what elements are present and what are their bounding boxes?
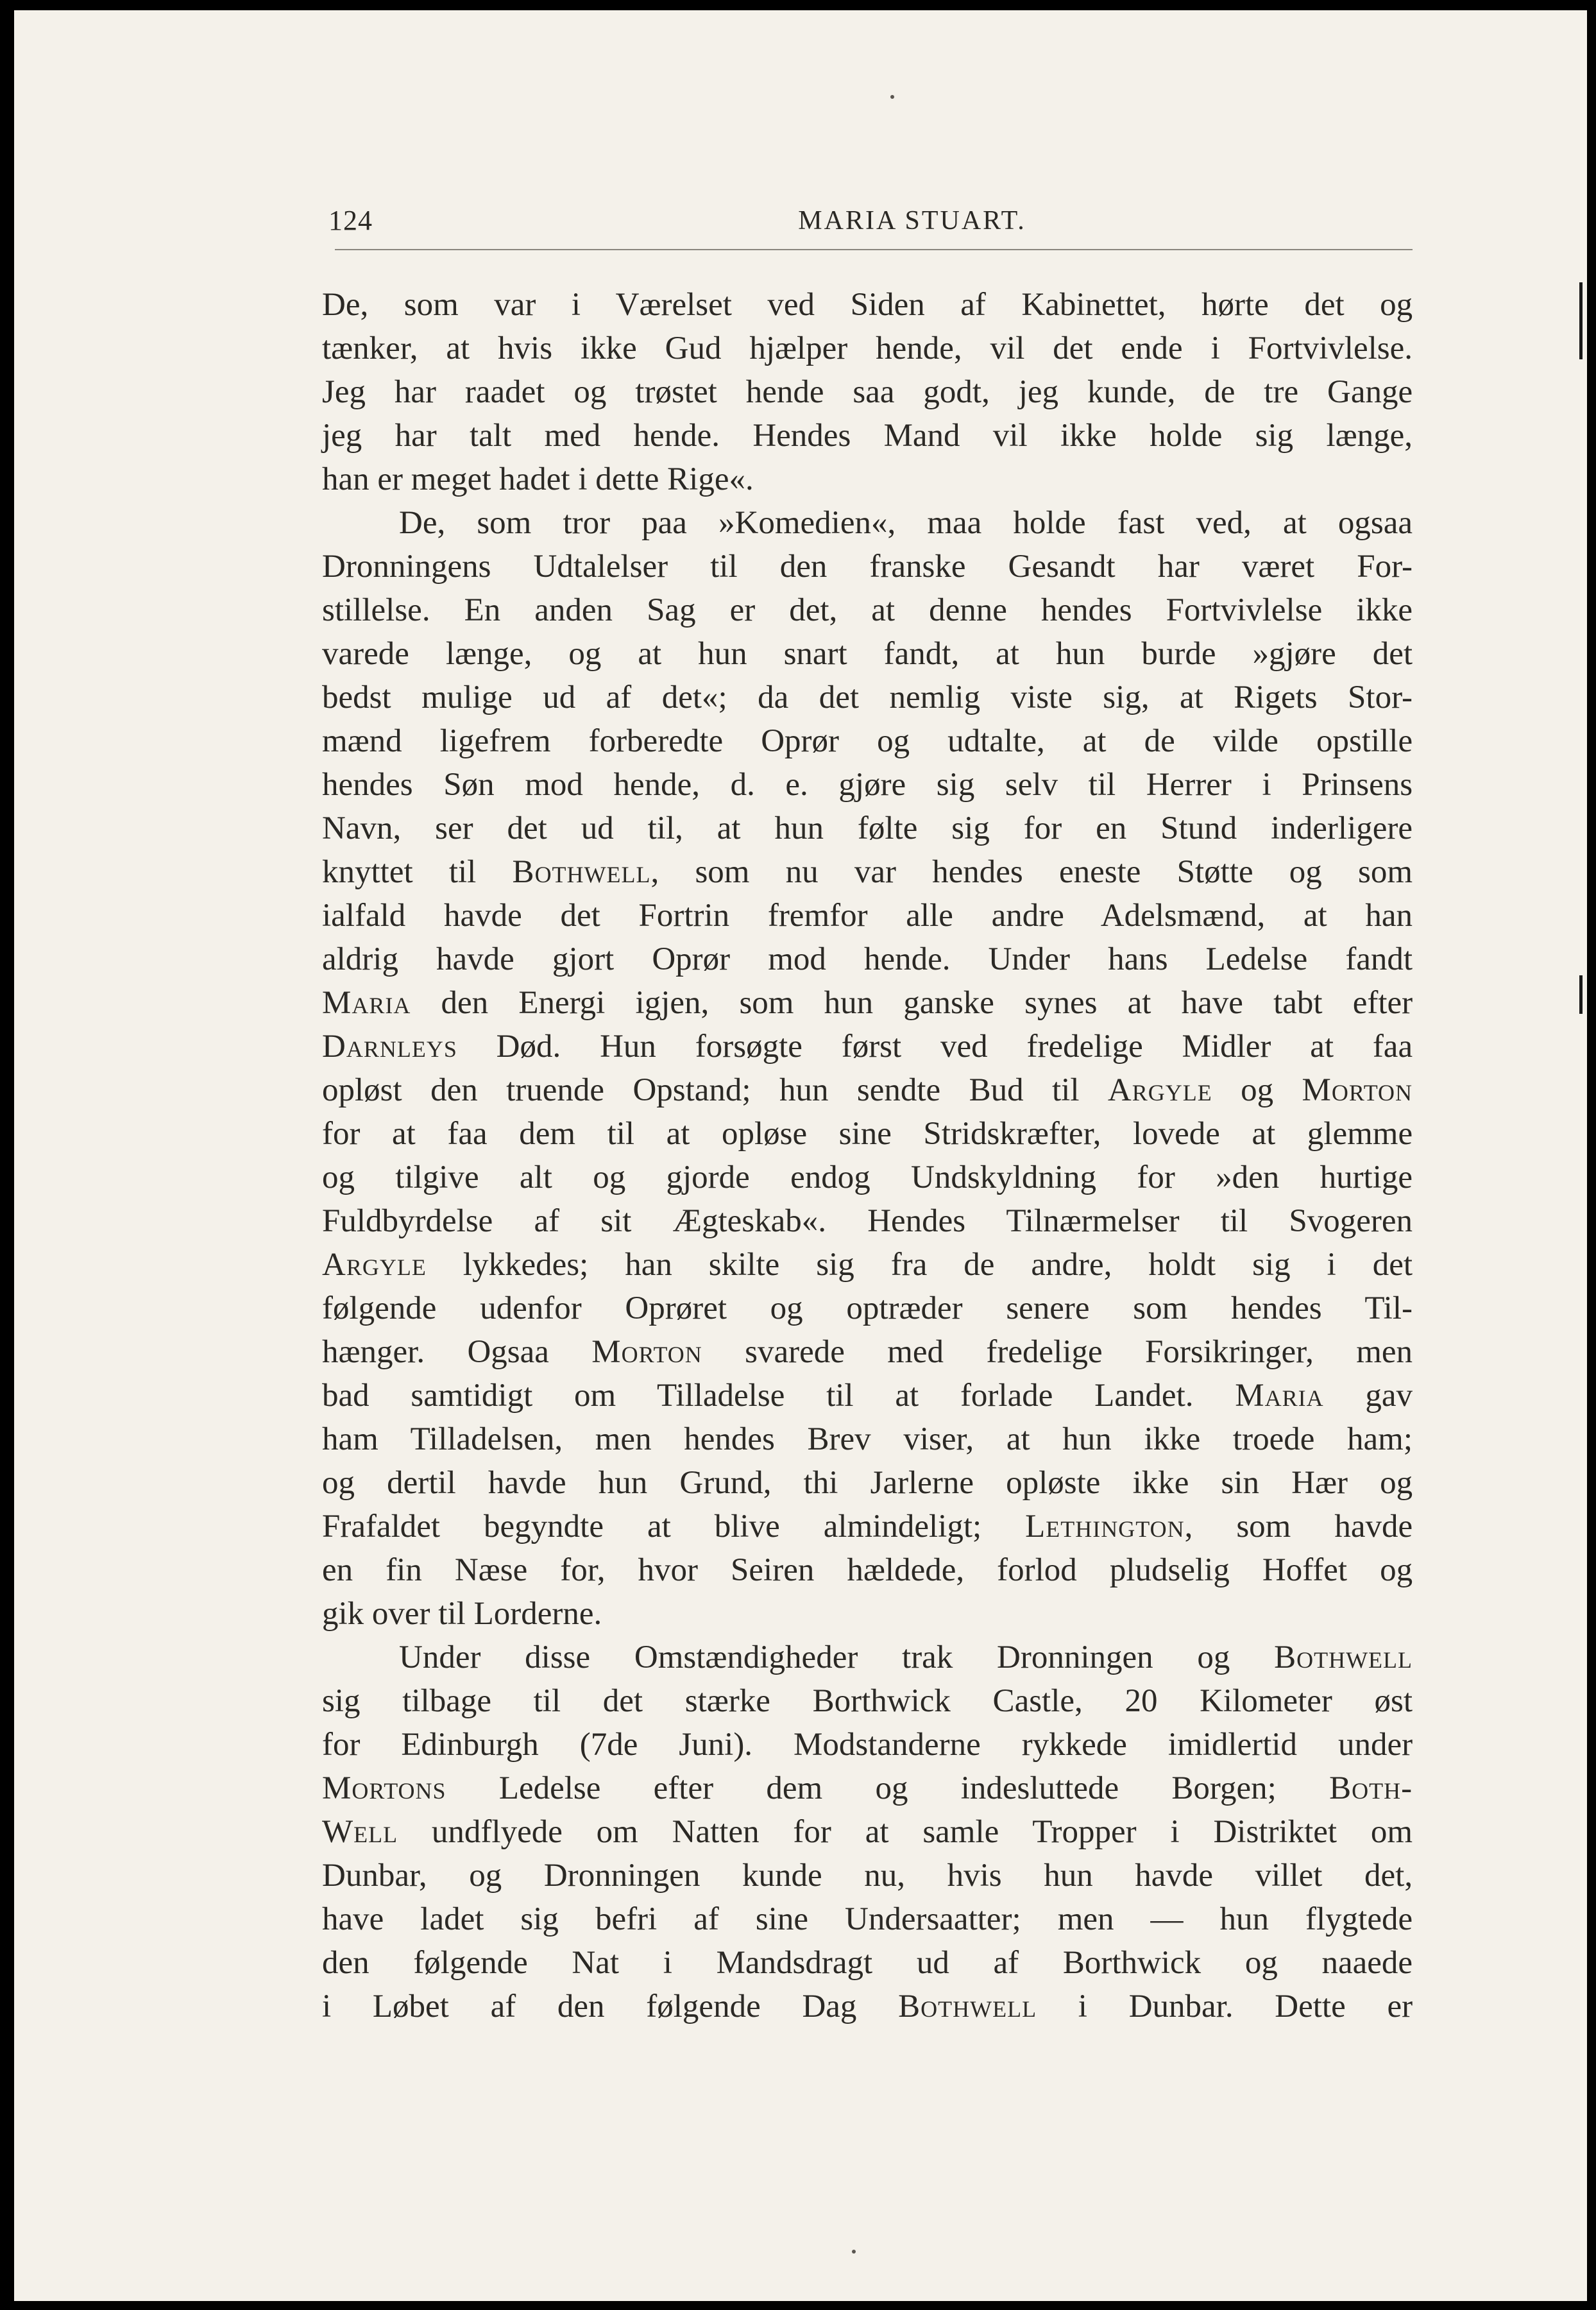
running-head xyxy=(328,196,1419,248)
text-line: opløst den truende Opstand; hun sendte Bud til Argyle og Morton xyxy=(322,1072,1413,1108)
text-line: Navn, ser det ud til, at hun følte sig for en Stund inderligere xyxy=(322,810,1413,846)
speck-mark xyxy=(852,2250,856,2254)
text-line: Dunbar, og Dronningen kunde nu, hvis hun havde villet det, xyxy=(322,1858,1413,1894)
text-line: Frafaldet begyndte at blive almindeligt; Lethington, som havde xyxy=(322,1509,1413,1544)
text-line: bad samtidigt om Tilladelse til at forlade Landet. Maria gav xyxy=(322,1378,1413,1414)
text-line: De, som tror paa »Komedien«, maa holde fast ved, at ogsaa xyxy=(399,505,1413,541)
text-line: jeg har talt med hende. Hendes Mand vil ikke holde sig længe, xyxy=(322,418,1413,454)
text-line: tænker, at hvis ikke Gud hjælper hende, vil det ende i Fortvivlelse. xyxy=(322,330,1413,366)
text-line: ialfald havde det Fortrin fremfor alle andre Adelsmænd, at han xyxy=(322,898,1413,934)
book-page xyxy=(14,10,1587,2301)
text-line: gik over til Lorderne. xyxy=(322,1596,602,1632)
text-line: bedst mulige ud af det«; da det nemlig viste sig, at Rigets Stor- xyxy=(322,680,1413,715)
text-line: hænger. Ogsaa Morton svarede med fredelige Forsikringer, men xyxy=(322,1334,1413,1370)
text-line: Fuldbyrdelse af sit Ægteskab«. Hendes Tilnærmelser til Svogeren xyxy=(322,1203,1413,1239)
page-number: 124 xyxy=(328,205,373,236)
scan-edge-mark xyxy=(1579,975,1583,1014)
text-line: De, som var i Værelset ved Siden af Kabinettet, hørte det og xyxy=(322,287,1413,323)
text-line: Darnleys Død. Hun forsøgte først ved fredelige Midler at faa xyxy=(322,1029,1413,1065)
text-line: Mortons Ledelse efter dem og indesluttede Borgen; Both- xyxy=(322,1770,1413,1806)
scan-edge-mark xyxy=(1579,282,1583,359)
text-line: hendes Søn mod hende, d. e. gjøre sig selv til Herrer i Prinsens xyxy=(322,767,1413,803)
text-line: Argyle lykkedes; han skilte sig fra de andre, holdt sig i det xyxy=(322,1247,1413,1283)
running-title: MARIA STUART. xyxy=(798,206,1026,235)
text-line: den følgende Nat i Mandsdragt ud af Borthwick og naaede xyxy=(322,1945,1413,1981)
text-line: Jeg har raadet og trøstet hende saa godt, jeg kunde, de tre Gange xyxy=(322,374,1413,410)
text-line: for Edinburgh (7de Juni). Modstanderne rykkede imidlertid under xyxy=(322,1727,1413,1763)
text-line: han er meget hadet i dette Rige«. xyxy=(322,461,754,497)
text-line: for at faa dem til at opløse sine Stridskræfter, lovede at glemme xyxy=(322,1116,1413,1152)
speck-mark xyxy=(890,95,894,99)
body-text xyxy=(322,283,1413,2028)
text-line: og tilgive alt og gjorde endog Undskyldning for »den hurtige xyxy=(322,1159,1413,1195)
text-line: en fin Næse for, hvor Seiren hældede, forlod pludselig Hoffet og xyxy=(322,1552,1413,1588)
text-line: Well undflyede om Natten for at samle Tropper i Distriktet om xyxy=(322,1814,1413,1850)
header-rule xyxy=(335,249,1413,250)
text-line: varede længe, og at hun snart fandt, at hun burde »gjøre det xyxy=(322,636,1413,672)
text-line: Maria den Energi igjen, som hun ganske synes at have tabt efter xyxy=(322,985,1413,1021)
text-line: knyttet til Bothwell, som nu var hendes eneste Støtte og som xyxy=(322,854,1413,890)
text-line: stillelse. En anden Sag er det, at denne hendes Fortvivlelse ikke xyxy=(322,592,1413,628)
text-line: følgende udenfor Oprøret og optræder senere som hendes Til- xyxy=(322,1290,1413,1326)
text-line: Dronningens Udtalelser til den franske Gesandt har været For- xyxy=(322,549,1413,585)
text-line: ham Tilladelsen, men hendes Brev viser, at hun ikke troede ham; xyxy=(322,1421,1413,1457)
text-line: og dertil havde hun Grund, thi Jarlerne opløste ikke sin Hær og xyxy=(322,1465,1413,1501)
text-line: Under disse Omstændigheder trak Dronningen og Bothwell xyxy=(399,1639,1413,1675)
text-line: mænd ligefrem forberedte Oprør og udtalte, at de vilde opstille xyxy=(322,723,1413,759)
text-line: have ladet sig befri af sine Undersaatter; men — hun flygtede xyxy=(322,1901,1413,1937)
text-line: i Løbet af den følgende Dag Bothwell i Dunbar. Dette er xyxy=(322,1989,1413,2024)
text-line: aldrig havde gjort Oprør mod hende. Under hans Ledelse fandt xyxy=(322,941,1413,977)
text-line: sig tilbage til det stærke Borthwick Castle, 20 Kilometer øst xyxy=(322,1683,1413,1719)
